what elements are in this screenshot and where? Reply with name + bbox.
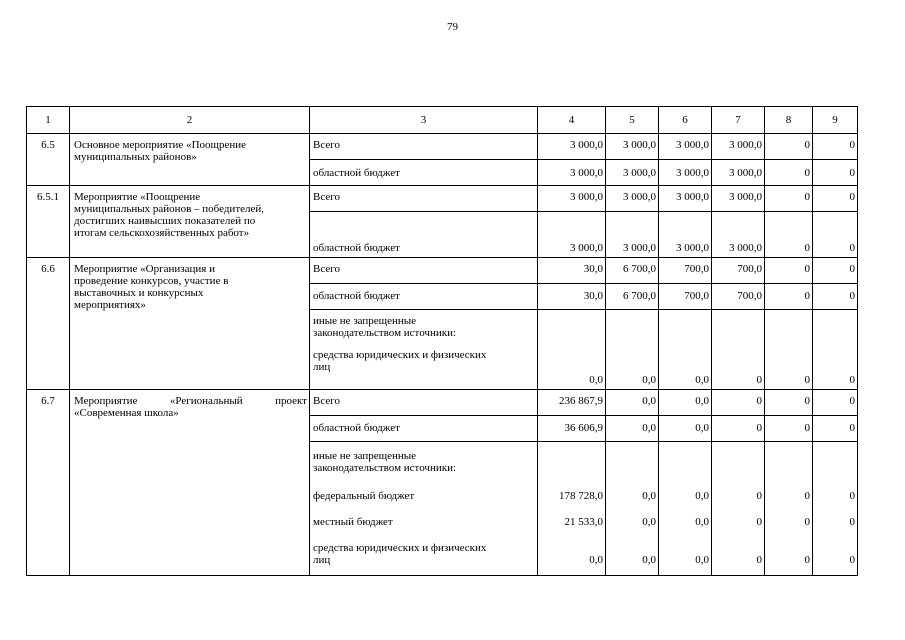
column-header: 2: [70, 107, 310, 134]
value-cell: 0: [712, 310, 765, 390]
value-cell: 0: [765, 284, 813, 310]
source-label-line: лиц: [313, 554, 331, 566]
value-cell: 3 000,0: [712, 186, 765, 212]
value-cell: 0,0: [538, 310, 606, 390]
table-row: [27, 258, 858, 284]
budget-table: [26, 106, 858, 576]
value-cell: 0: [765, 310, 813, 390]
row-title-line: Мероприятие «Поощрение: [74, 191, 201, 203]
source-label: областной бюджет: [310, 284, 538, 310]
value-column: [659, 442, 712, 576]
table-row: [27, 390, 858, 416]
row-code: 6.5.1: [27, 186, 70, 258]
header-row: [27, 107, 858, 134]
source-label-line: средства юридических и физических: [313, 542, 487, 554]
value-cell: 0: [765, 258, 813, 284]
source-label: областной бюджет: [310, 416, 538, 442]
value-cell: 3 000,0: [538, 160, 606, 186]
column-header: 3: [310, 107, 538, 134]
value-cell: 0: [813, 212, 858, 258]
value-column: [765, 442, 813, 576]
value-cell: 3 000,0: [538, 186, 606, 212]
source-label: Всего: [310, 390, 538, 416]
value-cell: 36 606,9: [538, 416, 606, 442]
value-cell: 0: [813, 390, 858, 416]
value-cell: 0: [765, 134, 813, 160]
row-title: [70, 390, 310, 576]
source-label: [310, 442, 538, 576]
value-cell: 0: [849, 554, 855, 566]
value-cell: 3 000,0: [712, 134, 765, 160]
value-cell: 0: [813, 284, 858, 310]
source-label-line: иные не запрещенные: [313, 450, 417, 462]
value-cell: 3 000,0: [659, 212, 712, 258]
source-label-line: местный бюджет: [313, 516, 393, 528]
value-cell: 0: [804, 490, 810, 502]
value-cell: 0,0: [659, 416, 712, 442]
column-header: 4: [538, 107, 606, 134]
value-cell: 0: [813, 258, 858, 284]
value-cell: 3 000,0: [712, 160, 765, 186]
value-cell: 0,0: [589, 554, 603, 566]
value-cell: 0: [804, 554, 810, 566]
row-code: 6.6: [27, 258, 70, 390]
value-cell: 0,0: [606, 390, 659, 416]
value-cell: 0: [813, 310, 858, 390]
value-cell: 3 000,0: [606, 160, 659, 186]
value-cell: 6 700,0: [606, 284, 659, 310]
column-header: 7: [712, 107, 765, 134]
row-title-line: проведение конкурсов, участие в: [74, 275, 229, 287]
value-cell: 3 000,0: [606, 134, 659, 160]
value-cell: 0,0: [659, 390, 712, 416]
value-column: [538, 442, 606, 576]
source-label: областной бюджет: [310, 212, 538, 258]
value-cell: 0,0: [695, 516, 709, 528]
column-header: 8: [765, 107, 813, 134]
value-cell: 236 867,9: [538, 390, 606, 416]
value-cell: 0,0: [642, 490, 656, 502]
value-cell: 3 000,0: [712, 212, 765, 258]
value-cell: 0: [712, 416, 765, 442]
row-code: 6.7: [27, 390, 70, 576]
page-number: 79: [447, 21, 458, 33]
value-cell: 30,0: [538, 284, 606, 310]
value-cell: 3 000,0: [538, 212, 606, 258]
value-cell: 0: [712, 390, 765, 416]
value-cell: 0: [813, 160, 858, 186]
row-title: [70, 186, 310, 258]
value-cell: 700,0: [712, 258, 765, 284]
row-title-line: Мероприятие «Региональный проект: [74, 395, 307, 407]
column-header: 9: [813, 107, 858, 134]
value-cell: 0: [765, 212, 813, 258]
value-cell: 0: [756, 490, 762, 502]
value-cell: 700,0: [712, 284, 765, 310]
source-label: [310, 310, 538, 390]
table-row: [27, 186, 858, 212]
row-title-line: Основное мероприятие «Поощрение: [74, 139, 247, 151]
value-cell: 30,0: [538, 258, 606, 284]
column-header: 5: [606, 107, 659, 134]
value-cell: 3 000,0: [659, 186, 712, 212]
value-cell: 178 728,0: [559, 490, 603, 502]
value-cell: 3 000,0: [606, 212, 659, 258]
value-cell: 0: [765, 390, 813, 416]
value-cell: 3 000,0: [659, 160, 712, 186]
row-title-line: муниципальных районов»: [74, 151, 197, 163]
value-column: [813, 442, 858, 576]
row-title-line: «Современная школа»: [74, 407, 179, 419]
source-label-line: законодательством источники:: [313, 327, 457, 339]
value-cell: 3 000,0: [606, 186, 659, 212]
source-label: Всего: [310, 186, 538, 212]
source-label: Всего: [310, 134, 538, 160]
value-cell: 0: [813, 134, 858, 160]
value-cell: 3 000,0: [538, 134, 606, 160]
value-column: [606, 442, 659, 576]
value-cell: 3 000,0: [659, 134, 712, 160]
value-cell: 0,0: [659, 310, 712, 390]
value-cell: 0: [765, 186, 813, 212]
table-row: [27, 134, 858, 160]
value-column: [712, 442, 765, 576]
row-title-line: достигших наивысших показателей по: [74, 215, 256, 227]
row-title: [70, 258, 310, 390]
value-cell: 0,0: [606, 416, 659, 442]
value-cell: 0: [849, 516, 855, 528]
value-cell: 0: [765, 416, 813, 442]
value-cell: 0: [849, 490, 855, 502]
row-title-line: муниципальных районов – победителей,: [74, 203, 265, 215]
value-cell: 0: [756, 516, 762, 528]
row-code: 6.5: [27, 134, 70, 186]
value-cell: 21 533,0: [564, 516, 603, 528]
value-cell: 700,0: [659, 258, 712, 284]
value-cell: 0: [756, 554, 762, 566]
value-cell: 0,0: [695, 554, 709, 566]
row-title-line: Мероприятие «Организация и: [74, 263, 215, 275]
column-header: 6: [659, 107, 712, 134]
source-label-line: лиц: [313, 361, 331, 373]
source-label: Всего: [310, 258, 538, 284]
source-label-line: законодательством источники:: [313, 462, 457, 474]
value-cell: 0,0: [606, 310, 659, 390]
row-title-line: итогам сельскохозяйственных работ»: [74, 227, 250, 239]
value-cell: 0: [813, 186, 858, 212]
source-label-line: федеральный бюджет: [313, 490, 415, 502]
source-label-line: иные не запрещенные: [313, 315, 417, 327]
source-label-line: средства юридических и физических: [313, 349, 487, 361]
value-cell: 0: [765, 160, 813, 186]
column-header: 1: [27, 107, 70, 134]
row-title: [70, 134, 310, 186]
value-cell: 6 700,0: [606, 258, 659, 284]
row-title-line: выставочных и конкурсных: [74, 287, 204, 299]
value-cell: 0: [804, 516, 810, 528]
value-cell: 0: [813, 416, 858, 442]
source-label: областной бюджет: [310, 160, 538, 186]
value-cell: 700,0: [659, 284, 712, 310]
row-title-line: мероприятиях»: [74, 299, 146, 311]
value-cell: 0,0: [642, 554, 656, 566]
value-cell: 0,0: [642, 516, 656, 528]
value-cell: 0,0: [695, 490, 709, 502]
